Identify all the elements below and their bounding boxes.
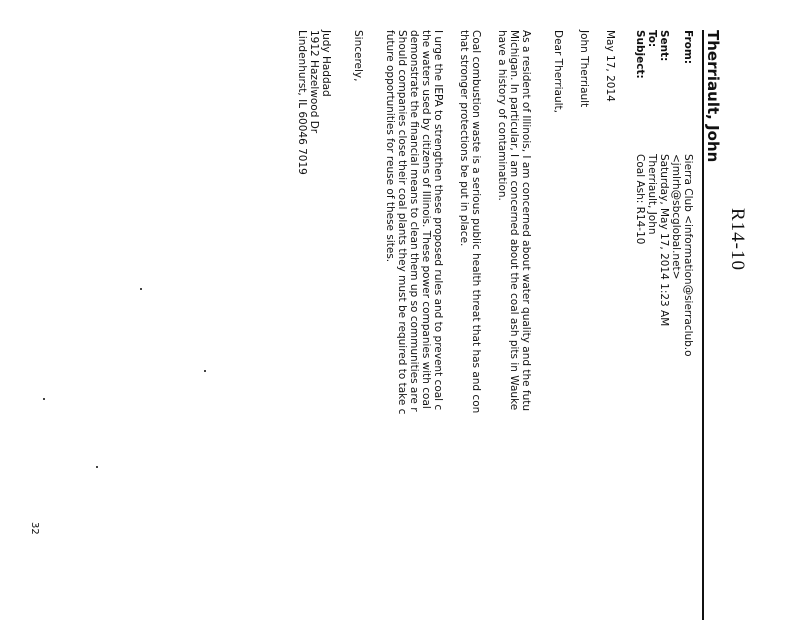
- signer-name: Judy Haddad: [320, 30, 332, 97]
- signer-city: Lindenhurst, IL 60046 7019: [296, 30, 308, 175]
- paragraph-3-line-3: demonstrate the financial means to clean them up so communities are r: [408, 30, 420, 412]
- sender-name-heading: Therriault, John: [704, 30, 722, 163]
- heading-rule: [702, 30, 704, 620]
- from-value-line-2: <jmlrh@sbcglobal.net>: [670, 154, 682, 280]
- paragraph-2-line-1: Coal combustion waste is a serious public health threat that has and con: [470, 30, 482, 414]
- document-number: R14-10: [727, 208, 748, 271]
- paragraph-3-line-2: the waters used by citizens of Illinois. These power companies with coal: [420, 30, 432, 409]
- paragraph-3-line-1: I urge the IEPA to strengthen these proposed rules and to prevent coal c: [432, 30, 444, 411]
- to-value: Therriault, John: [646, 154, 658, 235]
- scan-speck: [204, 370, 206, 372]
- sent-label: Sent:: [658, 30, 670, 62]
- sent-value: Saturday, May 17, 2014 1:23 AM: [658, 154, 670, 327]
- scan-speck: [140, 288, 142, 290]
- subject-value: Coal Ash: R14-10: [634, 154, 646, 245]
- letter-closing: Sincerely,: [352, 30, 364, 82]
- letter-salutation: Dear Therriault,: [552, 30, 564, 113]
- scan-speck: [96, 466, 98, 468]
- letter-date: May 17, 2014: [604, 30, 616, 102]
- letter-recipient: John Therriault: [578, 30, 590, 108]
- signer-street: 1912 Hazelwood Dr: [308, 30, 320, 134]
- subject-label: Subject:: [634, 30, 646, 79]
- paragraph-1-line-3: have a history of contamination.: [496, 30, 508, 201]
- paragraph-1-line-1: As a resident of Illinois, I am concerned about water quality and the futu: [520, 30, 532, 412]
- from-label: From:: [682, 30, 694, 65]
- from-value-line-1: Sierra Club <information@sierraclub.o: [682, 154, 694, 357]
- paragraph-3-line-4: Should companies close their coal plants they must be required to take c: [396, 30, 408, 415]
- to-label: To:: [646, 30, 658, 48]
- paragraph-3-line-5: future opportunities for reuse of these sites.: [384, 30, 396, 263]
- scan-speck: [43, 398, 45, 400]
- page-number: 32: [29, 522, 40, 535]
- paragraph-2-line-2: that stronger protections be put in place.: [458, 30, 470, 247]
- paragraph-1-line-2: Michigan. In particular, I am concerned about the coal ash pits in Wauke: [508, 30, 520, 411]
